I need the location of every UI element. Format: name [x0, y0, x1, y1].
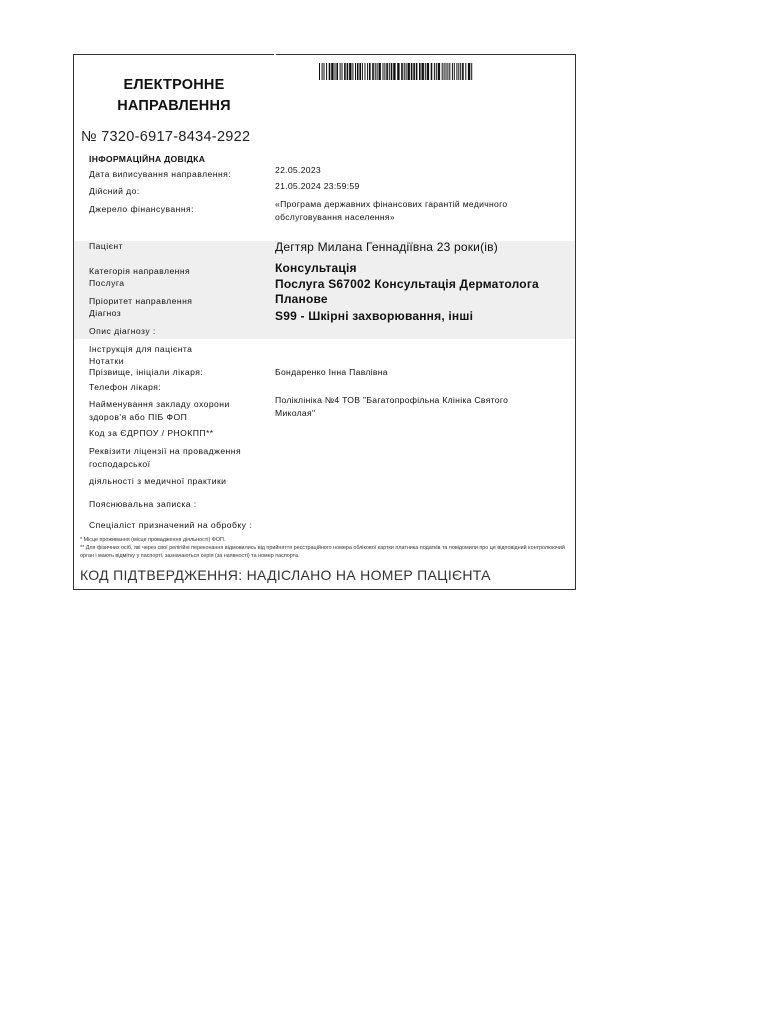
diagnosis-desc-label: Опис діагнозу :: [89, 326, 156, 336]
doctor-name-label: Прізвище, ініціали лікаря:: [89, 367, 204, 377]
priority-label: Пріоритет направлення: [89, 296, 193, 306]
service-value: Послуга S67002 Консультація Дерматолога: [275, 277, 539, 291]
service-label: Послуга: [89, 278, 125, 288]
doctor-phone-label: Телефон лікаря:: [89, 382, 162, 392]
diagnosis-value: S99 - Шкірні захворювання, інші: [275, 309, 474, 323]
category-value: Консультація: [275, 261, 357, 275]
edrpou-label: Код за ЄДРПОУ / РНОКПП**: [89, 428, 214, 438]
facility-value: Поліклініка №4 ТОВ "Багатопрофільна Клініка Святого Миколая": [275, 395, 509, 418]
explanatory-note-label: Пояснювальна записка :: [89, 499, 197, 509]
patient-value: Дегтяр Милана Геннадіївна 23 роки(ів): [275, 240, 498, 254]
info-heading: ІНФОРМАЦІЙНА ДОВІДКА: [89, 154, 206, 164]
issue-date-label: Дата виписування направлення:: [89, 169, 232, 179]
funding-label: Джерело фінансування:: [89, 204, 194, 214]
license-label-continued: діяльності з медичної практики: [89, 476, 227, 486]
specialist-label: Спеціаліст призначений на обробку :: [89, 520, 253, 530]
footnotes: [80, 536, 572, 560]
referral-card: [73, 54, 576, 590]
document-title: ЕЛЕКТРОННЕ НАПРАВЛЕННЯ: [117, 77, 231, 114]
issue-date-value: 22.05.2023: [275, 165, 322, 175]
license-label: Реквізити ліцензії на провадження господарської: [89, 446, 242, 469]
patient-instruction-label: Інструкція для пацієнта: [89, 344, 193, 354]
notes-label: Нотатки: [89, 356, 124, 366]
footnote-1: * Місце проживання (місце провадження діяльності) ФОП.: [80, 537, 226, 543]
barcode-icon: [319, 63, 473, 80]
facility-label: Найменування закладу охорони здоров'я або ПІБ ФОП: [89, 399, 230, 422]
category-label: Категорія направлення: [89, 266, 191, 276]
valid-until-value: 21.05.2024 23:59:59: [275, 181, 360, 191]
valid-until-label: Дійсний до:: [89, 186, 140, 196]
patient-label: Пацієнт: [89, 241, 124, 251]
footnote-2: ** Для фізичних осіб, які через свої релігійні переконання відмовились від прийняття реєстраційного номера облікової картки платника податків та повідомили про це відповідний контролюючий орган і мають відмітку у паспорті, зазначаються серія (за наявності) та номер паспорта.: [80, 545, 565, 559]
priority-value: Планове: [275, 292, 328, 306]
funding-value: «Програма державних фінансових гарантій медичного обслуговування населення»: [275, 199, 508, 222]
header-split-mark: [274, 54, 276, 56]
confirmation-code: КОД ПІДТВЕРДЖЕННЯ: НАДІСЛАНО НА НОМЕР ПАЦІЄНТА: [80, 567, 491, 583]
diagnosis-label: Діагноз: [89, 308, 122, 318]
document-number: № 7320-6917-8434-2922: [81, 129, 251, 145]
doctor-name-value: Бондаренко Інна Павлівна: [275, 367, 388, 377]
